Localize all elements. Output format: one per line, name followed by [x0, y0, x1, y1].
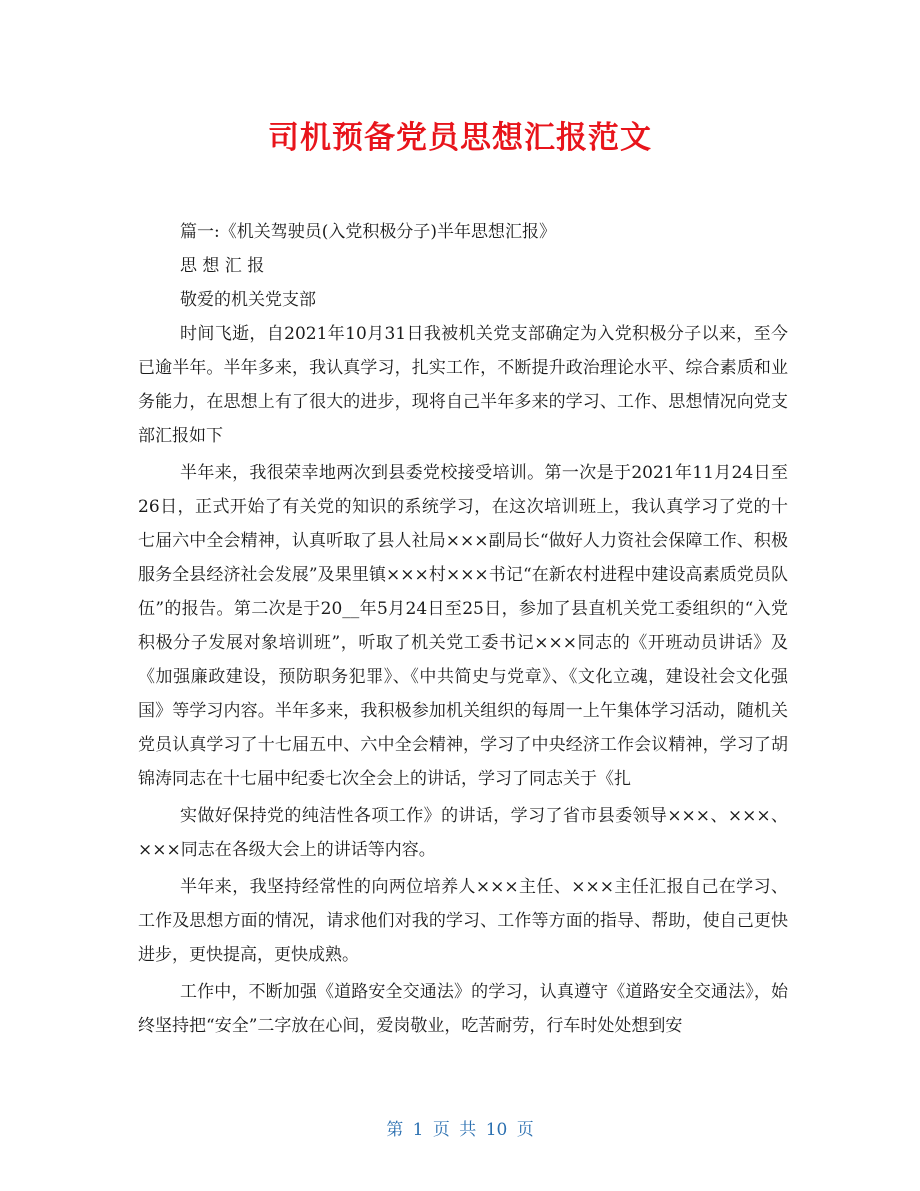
paragraph-work: 工作中，不断加强《道路安全交通法》的学习，认真遵守《道路安全交通法》，始终坚持把“安全”二字放在心间，爱岗敬业，吃苦耐劳，行车时处处想到安: [138, 982, 788, 1036]
paragraph-training-continued: 实做好保持党的纯洁性各项工作》的讲话，学习了省市县委领导×××、×××、×××同志在各级大会上的讲话等内容。: [138, 806, 788, 860]
report-heading: 思 想 汇 报: [180, 256, 265, 276]
paragraph-training: 半年来，我很荣幸地两次到县委党校接受培训。第一次是于2021年11月24日至26日，正式开始了有关党的知识的系统学习，在这次培训班上，我认真学习了党的十七届六中全会精神，认真听取了县人社局×××副局长“做好人力资社会保障工作、积极服务全县经济社会发展”及果里镇×××村×××书记“在新农村进程中建设高素质党员队伍”的报告。第二次是于20__年5月24日至25日，参加了县直机关党工委组织的“入党积极分子发展对象培训班”，听取了机关党工委书记×××同志的《开班动员讲话》及《加强廉政建设，预防职务犯罪》、《中共简史与党章》、《文化立魂，建设社会文化强国》等学习内容。半年多来，我积极参加机关组织的每周一上午集体学习活动，随机关党员认真学习了十七届五中、六中全会精神，学习了中央经济工作会议精神，学习了胡锦涛同志在十七届中纪委七次全会上的讲话，学习了同志关于《扎: [138, 463, 788, 789]
salutation: 敬爱的机关党支部: [180, 290, 316, 310]
paragraph-intro: 时间飞逝，自2021年10月31日我被机关党支部确定为入党积极分子以来，至今已逾半年。半年多来，我认真学习，扎实工作，不断提升政治理论水平、综合素质和业务能力，在思想上有了很大的进步，现将自己半年多来的学习、工作、思想情况向党支部汇报如下: [138, 324, 788, 446]
page-footer: 第 1 页 共 10 页: [386, 1120, 534, 1140]
paragraph-mentors: 半年来，我坚持经常性的向两位培养人×××主任、×××主任汇报自己在学习、工作及思想方面的情况，请求他们对我的学习、工作等方面的指导、帮助，使自己更快进步，更快提高，更快成熟。: [138, 877, 788, 965]
document-body: [138, 215, 788, 1043]
section-heading: 篇一:《机关驾驶员(入党积极分子)半年思想汇报》: [180, 222, 556, 242]
document-title: 司机预备党员思想汇报范文: [268, 120, 652, 156]
